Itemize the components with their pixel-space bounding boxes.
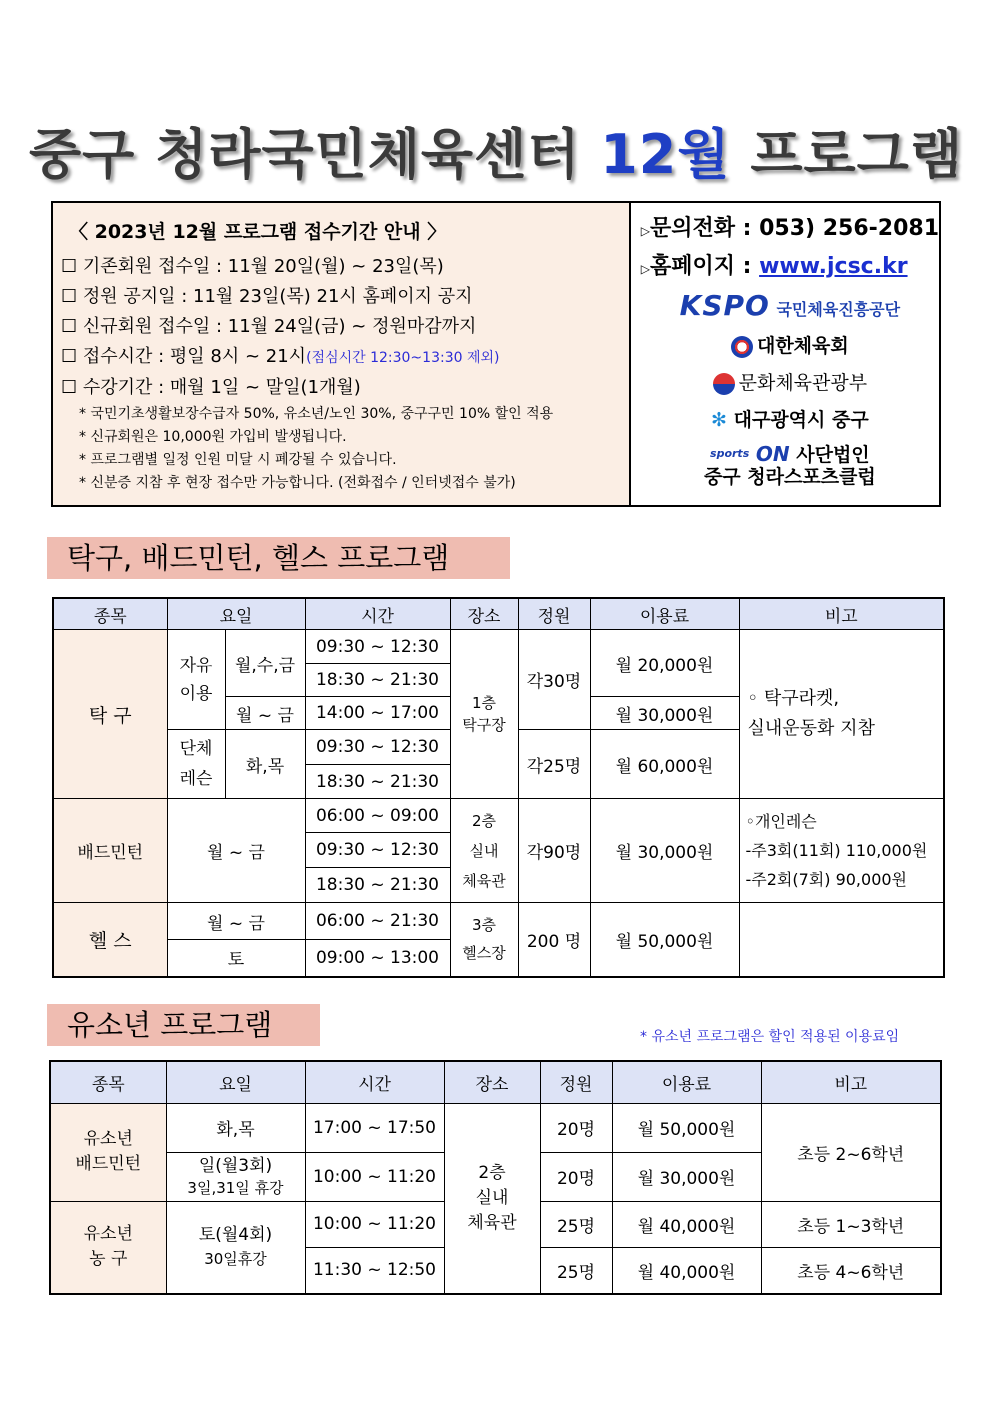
info-line: ☐ 신규회원 접수일 : 11월 24일(금) ~ 정원마감까지	[61, 316, 477, 337]
ministry-logo: 문화체육관광부	[641, 365, 939, 402]
group-lesson-label: 단체 레슨	[167, 730, 225, 799]
info-heading: 〈 2023년 12월 프로그램 접수기간 안내 〉	[69, 221, 447, 243]
time-cell: 10:00 ~ 11:20	[305, 1201, 444, 1247]
note-cell: 초등 2~6학년	[761, 1103, 941, 1201]
header-cell: 시간	[305, 1061, 444, 1103]
days-cell: 토(월4회) 30일휴강	[166, 1201, 305, 1294]
capacity-cell: 25명	[540, 1247, 612, 1294]
fee-cell: 월 50,000원	[612, 1103, 761, 1152]
program-name-badminton: 배드민턴	[53, 799, 167, 903]
time-cell: 06:00 ~ 21:30	[305, 903, 450, 940]
header-cell: 비고	[761, 1061, 941, 1103]
time-cell: 14:00 ~ 17:00	[305, 697, 450, 730]
info-line: ☐ 정원 공지일 : 11월 23일(목) 21시 홈페이지 공지	[61, 286, 473, 307]
time-cell: 09:30 ~ 12:30	[305, 833, 450, 868]
info-line: ☐ 기존회원 접수일 : 11월 20일(월) ~ 23일(목)	[61, 256, 444, 277]
days-cell: 일(월3회) 3일,31일 휴강	[166, 1152, 305, 1201]
header-cell: 요일	[167, 598, 305, 630]
time-cell: 18:30 ~ 21:30	[305, 664, 450, 697]
program-name-youth-badminton: 유소년 배드민턴	[50, 1103, 166, 1201]
info-note: * 신규회원은 10,000원 가입비 발생됩니다.	[79, 429, 347, 445]
time-cell: 18:30 ~ 21:30	[305, 868, 450, 903]
free-use-label: 자유 이용	[167, 630, 225, 730]
fee-cell: 월 30,000원	[590, 697, 739, 730]
header-cell: 장소	[450, 598, 518, 630]
header-cell: 요일	[166, 1061, 305, 1103]
time-cell: 09:30 ~ 12:30	[305, 630, 450, 664]
note-cell: ◦ 탁구라켓, 실내운동화 지참	[739, 630, 944, 799]
place-cell: 2층 실내 체육관	[444, 1103, 540, 1294]
header-cell: 정원	[540, 1061, 612, 1103]
days-cell: 월,수,금	[225, 630, 305, 697]
fee-cell: 월 50,000원	[590, 903, 739, 977]
capacity-cell: 25명	[540, 1201, 612, 1247]
fee-cell: 월 20,000원	[590, 630, 739, 697]
header-cell: 이용료	[612, 1061, 761, 1103]
note-cell: 초등 1~3학년	[761, 1201, 941, 1247]
contact-panel	[631, 203, 939, 505]
olympic-rings-icon	[731, 336, 753, 358]
district-logo: ✻ 대구광역시 중구	[711, 409, 869, 431]
club-logo: $^{sports}$ ON 사단법인 중구 청라스포츠클럽	[703, 442, 876, 488]
taegeuk-icon	[713, 373, 735, 395]
info-note: * 국민기초생활보장수급자 50%, 유소년/노인 30%, 중구구민 10% 할인 적용	[79, 406, 554, 422]
time-cell: 10:00 ~ 11:20	[305, 1152, 444, 1201]
homepage-link[interactable]: www.jcsc.kr	[759, 254, 908, 279]
program-name-table-tennis: 탁 구	[53, 630, 167, 799]
capacity-cell: 20명	[540, 1152, 612, 1201]
phone-line: ▷문의전화 : 053) 256-2081	[640, 216, 939, 241]
days-cell: 월 ~ 금	[225, 697, 305, 730]
header-cell: 이용료	[590, 598, 739, 630]
header-cell: 정원	[518, 598, 590, 630]
capacity-cell: 각90명	[518, 799, 590, 903]
capacity-cell: 각25명	[518, 730, 590, 799]
header-cell: 비고	[739, 598, 944, 630]
info-note: * 신분증 지참 후 현장 접수만 가능합니다. (전화접수 / 인터넷접수 불가)	[79, 475, 516, 491]
time-cell: 09:00 ~ 13:00	[305, 940, 450, 977]
days-cell: 월 ~ 금	[167, 903, 305, 940]
sports-program-table	[52, 597, 945, 978]
days-cell: 화,목	[166, 1103, 305, 1152]
homepage-line: ▷홈페이지 : www.jcsc.kr	[640, 254, 908, 279]
fee-cell: 월 40,000원	[612, 1201, 761, 1247]
capacity-cell: 각30명	[518, 630, 590, 730]
sports-council-logo: 대한체육회	[641, 328, 939, 365]
time-cell: 17:00 ~ 17:50	[305, 1103, 444, 1152]
note-cell: 초등 4~6학년	[761, 1247, 941, 1294]
lunch-note: (점심시간 12:30~13:30 제외)	[306, 350, 500, 366]
place-cell: 3층 헬스장	[450, 903, 518, 977]
place-cell: 2층 실내 체육관	[450, 799, 518, 903]
note-cell: ◦개인레슨 -주3회(11회) 110,000원 -주2회(7회) 90,000원	[739, 799, 944, 903]
registration-info	[53, 203, 631, 505]
days-cell: 화,목	[225, 730, 305, 799]
header-cell: 종목	[50, 1061, 166, 1103]
header-cell: 장소	[444, 1061, 540, 1103]
time-cell: 11:30 ~ 12:50	[305, 1247, 444, 1294]
time-cell: 06:00 ~ 09:00	[305, 799, 450, 833]
program-name-gym: 헬 스	[53, 903, 167, 977]
info-line: ☐ 접수시간 : 평일 8시 ~ 21시(점심시간 12:30~13:30 제외)	[61, 346, 500, 367]
section-title-sports: 탁구, 배드민턴, 헬스 프로그램	[47, 537, 510, 579]
kspo-logo: KSPO 국민체육진흥공단	[679, 289, 901, 322]
section-title-youth: 유소년 프로그램	[47, 1004, 320, 1046]
youth-discount-note: * 유소년 프로그램은 할인 적용된 이용료임	[640, 1029, 900, 1045]
place-cell: 1층 탁구장	[450, 630, 518, 799]
program-name-youth-basketball: 유소년 농 구	[50, 1201, 166, 1294]
time-cell: 18:30 ~ 21:30	[305, 765, 450, 799]
capacity-cell: 200 명	[518, 903, 590, 977]
header-cell: 시간	[305, 598, 450, 630]
days-cell: 토	[167, 940, 305, 977]
header-cell: 종목	[53, 598, 167, 630]
fee-cell: 월 60,000원	[590, 730, 739, 799]
youth-program-table	[49, 1060, 942, 1295]
capacity-cell: 20명	[540, 1103, 612, 1152]
fee-cell: 월 30,000원	[612, 1152, 761, 1201]
note-cell	[739, 903, 944, 977]
info-note: * 프로그램별 일정 인원 미달 시 폐강될 수 있습니다.	[79, 452, 397, 468]
time-cell: 09:30 ~ 12:30	[305, 730, 450, 765]
info-box	[51, 201, 941, 507]
district-emblem-icon: ✻	[711, 409, 727, 431]
info-line: ☐ 수강기간 : 매월 1일 ~ 말일(1개월)	[61, 377, 361, 398]
fee-cell: 월 30,000원	[590, 799, 739, 903]
fee-cell: 월 40,000원	[612, 1247, 761, 1294]
page-title: 중구 청라국민체육센터 12월 프로그램	[28, 123, 964, 186]
days-cell: 월 ~ 금	[167, 799, 305, 903]
